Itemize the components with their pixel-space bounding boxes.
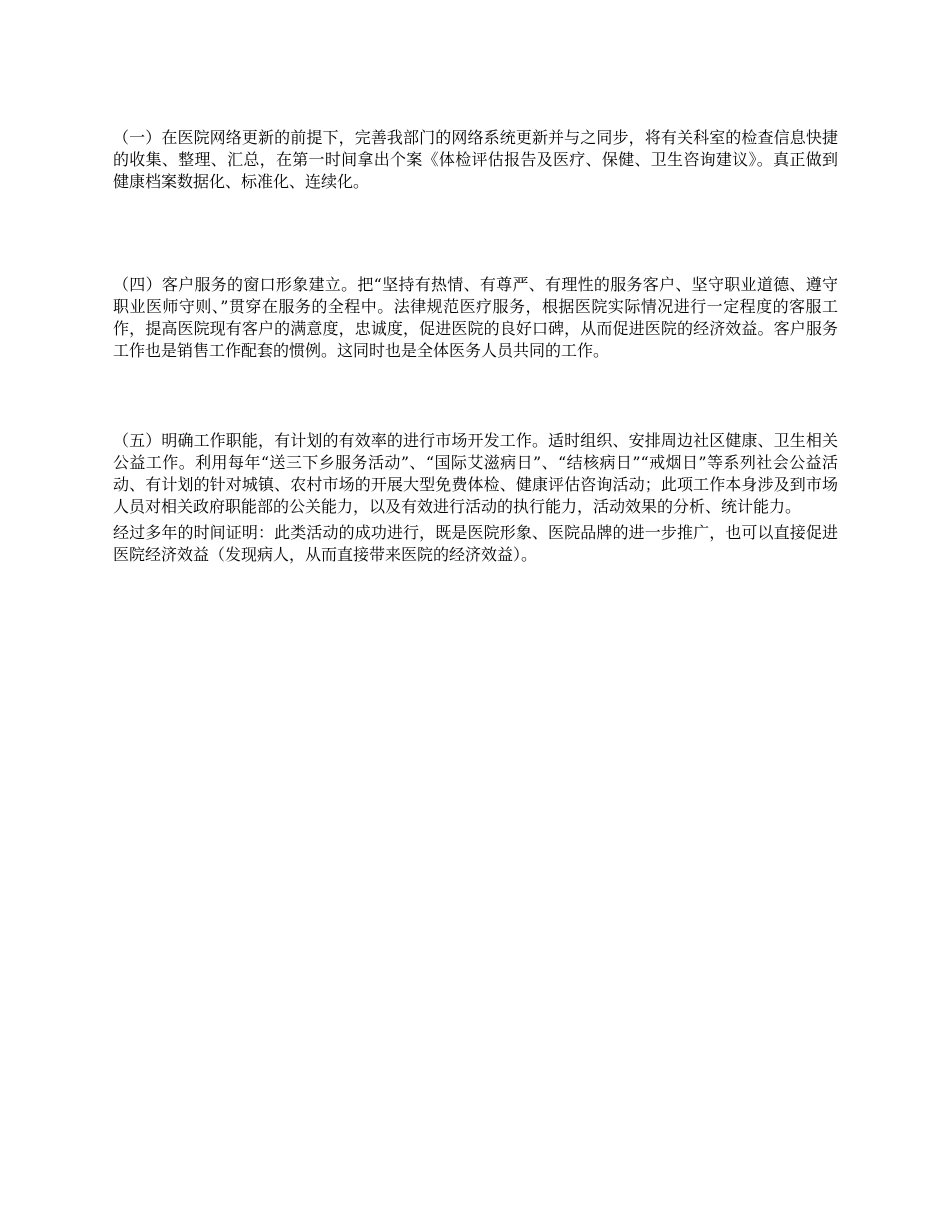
paragraph-network-update: （一）在医院网络更新的前提下，完善我部门的网络系统更新并与之同步，将有关科室的检查信息快捷的收集、整理、汇总，在第一时间拿出个案《体检评估报告及医疗、保健、卫生咨询建议》。真正做到健康档案数据化、标准化、连续化。 (113, 128, 838, 191)
paragraph-conclusion: 经过多年的时间证明：此类活动的成功进行，既是医院形象、医院品牌的进一步推广，也可以直接促进医院经济效益（发现病人，从而直接带来医院的经济效益）。 (113, 523, 838, 564)
paragraph-market-development: （五）明确工作职能，有计划的有效率的进行市场开发工作。适时组织、安排周边社区健康、卫生相关公益工作。利用每年“送三下乡服务活动”、“国际艾滋病日”、“结核病日”“戒烟日”等系列社会公益活动、有计划的针对城镇、农村市场的开展大型免费体检、健康评估咨询活动；此项工作本身涉及到市场人员对相关政府职能部的公关能力，以及有效进行活动的执行能力，活动效果的分析、统计能力。 (113, 431, 838, 516)
paragraph-customer-service: （四）客户服务的窗口形象建立。把“坚持有热情、有尊严、有理性的服务客户、坚守职业道德、遵守职业医师守则、”贯穿在服务的全程中。法律规范医疗服务，根据医院实际情况进行一定程度的客服工作，提高医院现有客户的满意度，忠诚度，促进医院的良好口碑，从而促进医院的经济效益。客户服务工作也是销售工作配套的惯例。这同时也是全体医务人员共同的工作。 (113, 275, 838, 360)
